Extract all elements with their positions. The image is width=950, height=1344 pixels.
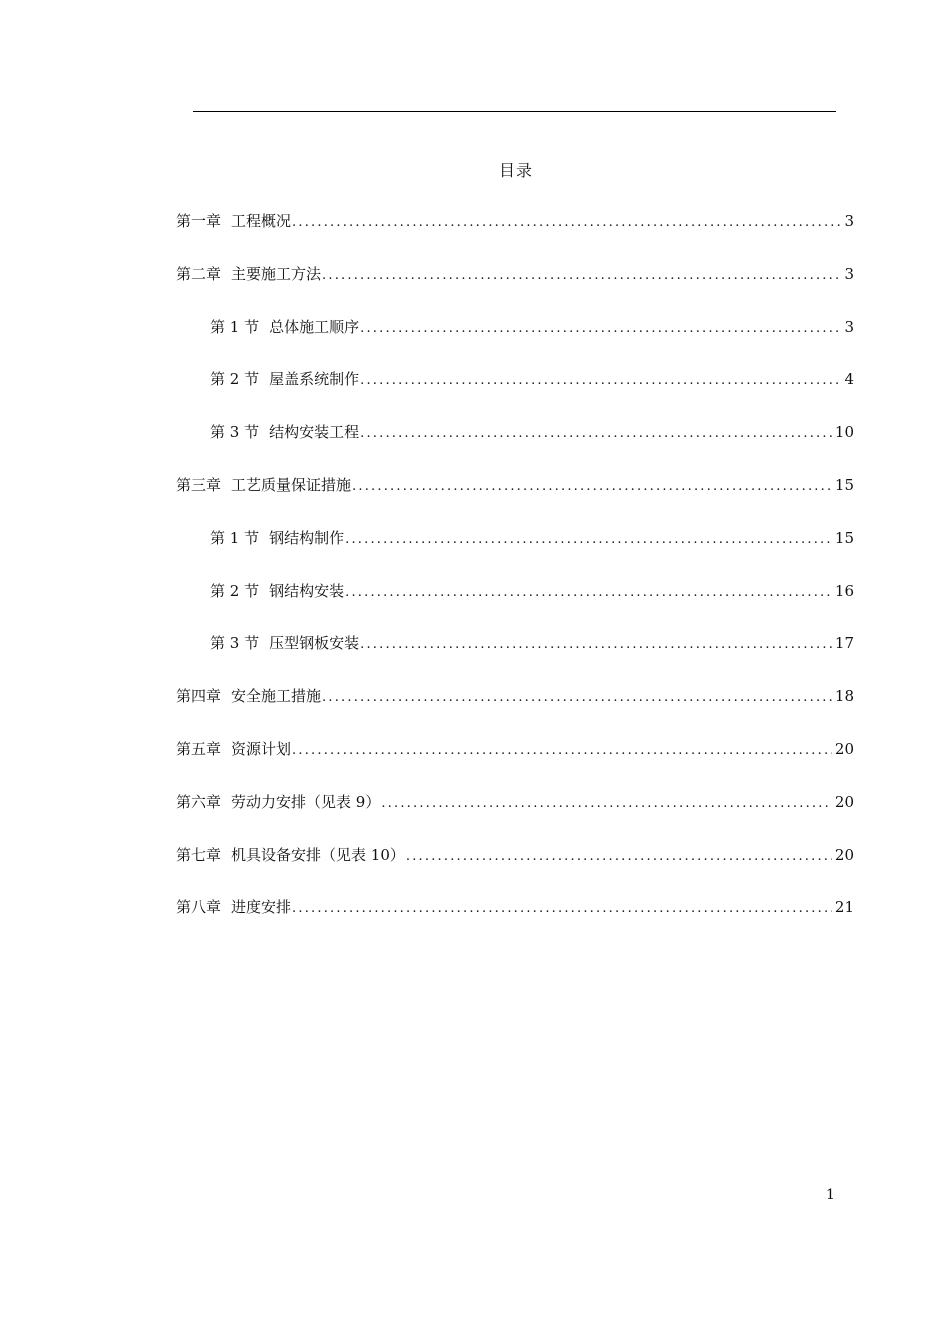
toc-entry-section-2-3[interactable] [176, 421, 854, 474]
toc-entry-number: 第 3 节 [210, 423, 260, 442]
toc-entry-number: 第四章 [176, 687, 222, 706]
toc-entry-number: 第 2 节 [210, 370, 260, 389]
toc-entry-number: 第 3 节 [210, 634, 260, 653]
toc-entry-title: 工艺质量保证措施 [231, 475, 352, 494]
toc-entry-title: 工程概况 [231, 212, 292, 230]
dot-leader [360, 373, 841, 388]
toc-entry-title: 安全施工措施 [231, 687, 322, 706]
toc-entry-title: 钢结构制作 [269, 528, 345, 547]
dot-leader [360, 321, 841, 336]
toc-entry-chapter-5[interactable] [176, 738, 854, 791]
dot-leader [345, 585, 832, 600]
dot-leader [406, 849, 832, 864]
dot-leader [292, 215, 841, 230]
dot-leader [345, 532, 832, 547]
toc-entry-page: 15 [834, 475, 854, 494]
toc-entry-number: 第五章 [176, 739, 222, 758]
toc-entry-section-3-3[interactable] [176, 632, 854, 685]
toc-entry-page: 18 [834, 687, 854, 706]
toc-entry-number: 第一章 [176, 212, 222, 230]
toc-entry-number: 第三章 [176, 475, 222, 494]
toc-entry-chapter-8[interactable] [176, 896, 854, 949]
toc-entry-section-2-2[interactable] [176, 368, 854, 421]
toc-entry-chapter-2[interactable] [176, 263, 854, 316]
toc-entry-page: 3 [844, 264, 854, 283]
dot-leader [322, 268, 841, 283]
toc-entry-title: 压型钢板安装 [269, 634, 360, 653]
toc-entry-number: 第六章 [176, 792, 222, 811]
toc-entry-page: 4 [844, 370, 854, 389]
toc-entry-page: 20 [834, 792, 854, 811]
toc-entry-section-2-1[interactable] [176, 316, 854, 369]
dot-leader [352, 479, 832, 494]
toc-entry-number: 第二章 [176, 264, 222, 283]
dot-leader [292, 743, 832, 758]
toc-entry-chapter-4[interactable] [176, 685, 854, 738]
dot-leader [381, 796, 832, 811]
dot-leader [360, 637, 832, 652]
toc-entry-page: 20 [834, 845, 854, 864]
toc-entry-title: 劳动力安排（见表 9） [231, 792, 381, 811]
dot-leader [292, 901, 832, 916]
toc-entry-title: 资源计划 [231, 739, 292, 758]
page-number: 1 [826, 1187, 835, 1203]
toc-entry-page: 3 [844, 317, 854, 336]
toc-entry-page: 15 [834, 528, 854, 547]
toc-entry-number: 第七章 [176, 845, 222, 864]
toc-entry-title: 结构安装工程 [269, 423, 360, 442]
toc-entry-title: 机具设备安排（见表 10） [231, 845, 405, 864]
toc-entry-chapter-7[interactable] [176, 844, 854, 897]
toc-entry-title: 钢结构安装 [269, 581, 345, 600]
table-of-contents [176, 210, 854, 949]
toc-entry-number: 第 2 节 [210, 581, 260, 600]
toc-entry-title: 总体施工顺序 [269, 317, 360, 336]
toc-title: 目录 [498, 161, 533, 180]
toc-entry-section-3-2[interactable] [176, 580, 854, 633]
toc-entry-number: 第 1 节 [210, 317, 260, 336]
toc-entry-page: 17 [834, 634, 854, 653]
toc-entry-page: 16 [834, 581, 854, 600]
toc-entry-chapter-6[interactable] [176, 791, 854, 844]
dot-leader [322, 690, 832, 705]
toc-entry-number: 第八章 [176, 898, 222, 917]
toc-entry-title: 屋盖系统制作 [269, 370, 360, 389]
toc-entry-title: 主要施工方法 [231, 264, 322, 283]
toc-entry-number: 第 1 节 [210, 528, 260, 547]
toc-entry-chapter-3[interactable] [176, 474, 854, 527]
dot-leader [360, 426, 832, 441]
toc-entry-section-3-1[interactable] [176, 527, 854, 580]
toc-entry-page: 3 [844, 212, 854, 230]
header-rule [193, 111, 836, 112]
toc-entry-title: 进度安排 [231, 898, 292, 917]
toc-entry-chapter-1[interactable] [176, 210, 854, 263]
toc-entry-page: 21 [834, 898, 854, 917]
toc-entry-page: 20 [834, 739, 854, 758]
toc-entry-page: 10 [834, 423, 854, 442]
